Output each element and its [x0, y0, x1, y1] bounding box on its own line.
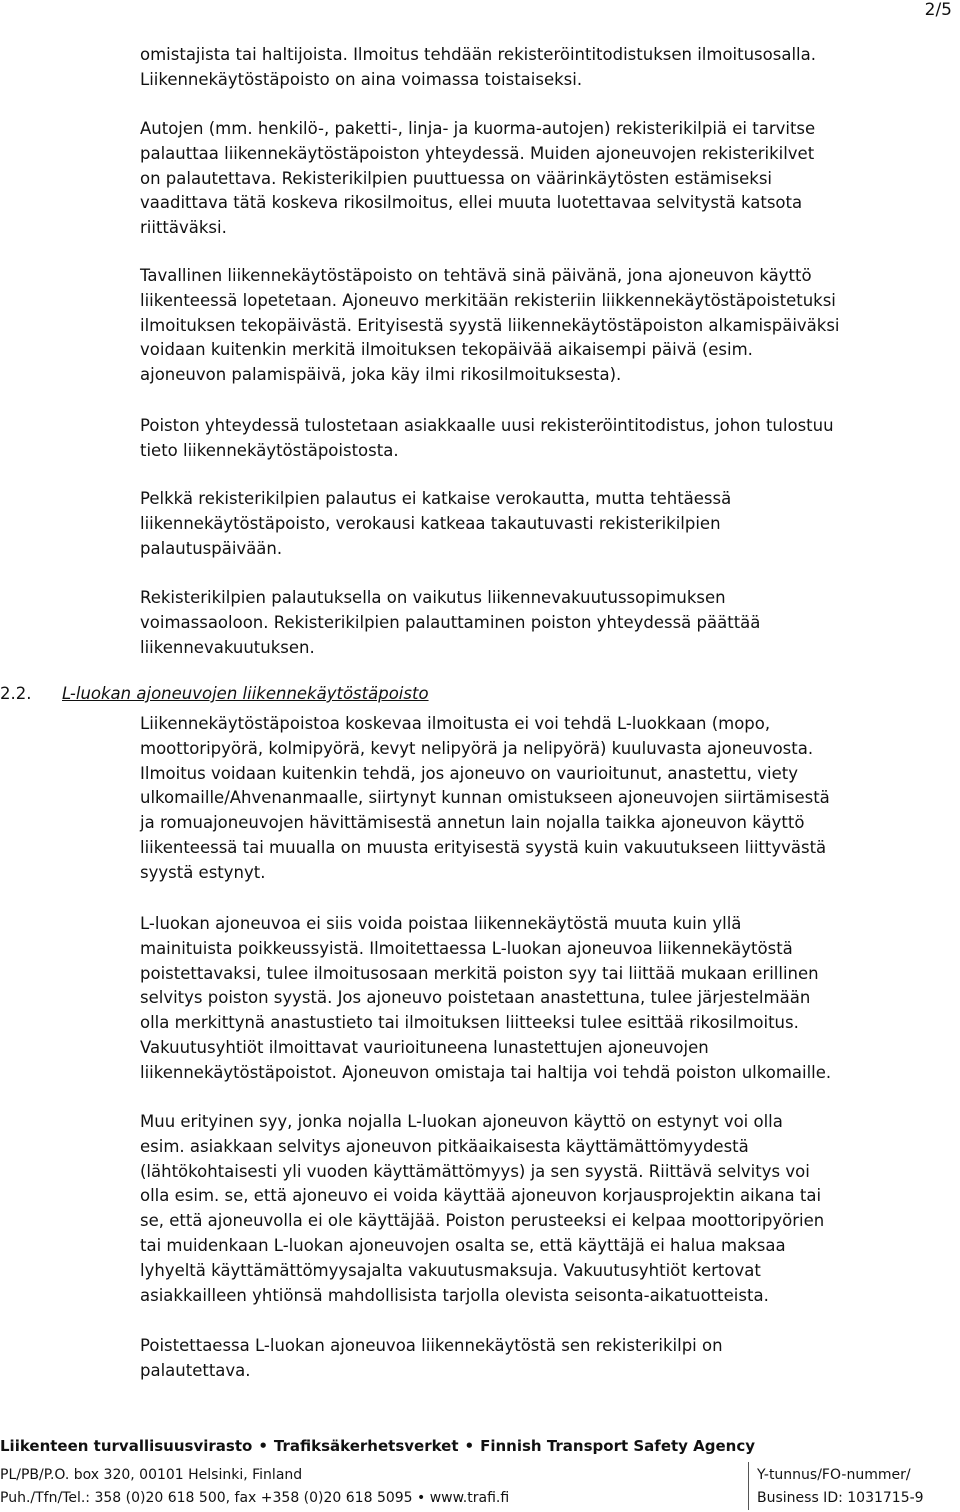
text-line: ilmoituksen tekopäivästä. Erityisestä syystä liikennekäytöstäpoiston alkamispäiväksi: [140, 315, 840, 335]
footer-address: PL/PB/P.O. box 320, 00101 Helsinki, Finland: [0, 1467, 303, 1483]
text-line: omistajista tai haltijoista. Ilmoitus tehdään rekisteröintitodistuksen ilmoitusosalla.: [140, 45, 816, 64]
text-line: mainituista poikkeussyistä. Ilmoitettaessa L-luokan ajoneuvoa liikennekäytöstä: [140, 938, 793, 958]
text-line: olla esim. se, että ajoneuvo ei voida käyttää ajoneuvon korjausprojektin aikana tai: [140, 1186, 822, 1206]
footer-contact: Puh./Tfn/Tel.: 358 (0)20 618 500, fax +358 (0)20 618 5095 • www.trafi.fi: [0, 1490, 510, 1506]
text-line: Liikennekäytöstäpoistoa koskevaa ilmoitusta ei voi tehdä L-luokkaan (mopo,: [140, 714, 771, 733]
text-line: olla merkittynä anastustieto tai ilmoituksen liitteeksi tulee esittää rikosilmoitus.: [140, 1013, 799, 1033]
text-line: voimassaoloon. Rekisterikilpien palauttaminen poiston yhteydessä päättää: [140, 612, 761, 632]
section-paragraph-3: [140, 1110, 824, 1308]
text-line: Poiston yhteydessä tulostetaan asiakkaalle uusi rekisteröintitodistus, johon tulostuu: [140, 416, 834, 435]
paragraph-1: [140, 43, 816, 93]
text-line: se, että ajoneuvolla ei ole käyttäjää. Poiston perusteeksi ei kelpaa moottoripyörien: [140, 1211, 825, 1231]
footer-organization: [0, 1437, 755, 1455]
text-line: Poistettaessa L-luokan ajoneuvoa liikennekäytöstä sen rekisterikilpi on: [140, 1336, 723, 1355]
text-line: (lähtökohtaisesti yli vuoden käyttämättömyys) ja sen syystä. Riittävä selvitys voi: [140, 1161, 810, 1181]
org-name-en: Finnish Transport Safety Agency: [480, 1437, 756, 1455]
paragraph-4: [140, 414, 834, 464]
paragraph-2: [140, 117, 815, 241]
paragraph-6: [140, 586, 760, 660]
footer-divider: [748, 1462, 749, 1510]
section-number: 2.2.: [0, 684, 32, 703]
section-paragraph-2: [140, 912, 831, 1086]
text-line: Muu erityinen syy, jonka nojalla L-luokan ajoneuvon käyttö on estynyt voi olla: [140, 1112, 783, 1131]
text-line: syystä estynyt.: [140, 862, 266, 882]
footer-business-label: Y-tunnus/FO-nummer/: [757, 1467, 911, 1483]
text-line: L-luokan ajoneuvoa ei siis voida poistaa liikennekäytöstä muuta kuin yllä: [140, 914, 742, 933]
text-line: palautuspäivään.: [140, 538, 283, 558]
text-line: voidaan kuitenkin merkitä ilmoituksen tekopäivää aikaisempi päivä (esim.: [140, 340, 753, 360]
text-line: liikenteessä lopetetaan. Ajoneuvo merkitään rekisteriin liikkennekäytöstäpoistetuksi: [140, 290, 836, 310]
text-line: ulkomaille/Ahvenanmaalle, siirtynyt kunnan omistukseen ajoneuvojen siirtämisestä: [140, 788, 830, 808]
text-line: Liikennekäytöstäpoisto on aina voimassa toistaiseksi.: [140, 69, 583, 89]
text-line: Ilmoitus voidaan kuitenkin tehdä, jos ajoneuvo on vaurioitunut, anastettu, viety: [140, 763, 798, 783]
text-line: palauttaa liikennekäytöstäpoiston yhteydessä. Muiden ajoneuvojen rekisterikilvet: [140, 143, 815, 163]
text-line: tai muidenkaan L-luokan ajoneuvojen osalta se, että käyttäjä ei halua maksaa: [140, 1235, 786, 1255]
section-paragraph-4: [140, 1334, 723, 1384]
org-name-fi: Liikenteen turvallisuusvirasto: [0, 1437, 253, 1455]
text-line: Pelkkä rekisterikilpien palautus ei katkaise verokautta, mutta tehtäessä: [140, 489, 732, 508]
text-line: liikennekäytöstäpoisto, verokausi katkeaa takautuvasti rekisterikilpien: [140, 513, 721, 533]
section-title: L-luokan ajoneuvojen liikennekäytöstäpoisto: [62, 684, 429, 703]
text-line: ajoneuvon palamispäivä, joka käy ilmi rikosilmoituksesta).: [140, 365, 622, 385]
text-line: lyhyeltä käyttämättömyysajalta vakuutusmaksuja. Vakuutusyhtiöt kertovat: [140, 1260, 761, 1280]
text-line: esim. asiakkaan selvitys ajoneuvon pitkäaikaisesta käyttämättömyydestä: [140, 1136, 749, 1156]
text-line: selvitys poiston syystä. Jos ajoneuvo poistetaan anastettuna, tulee järjestelmään: [140, 988, 811, 1008]
page-number: 2/5: [924, 0, 952, 20]
text-line: poistettavaksi, tulee ilmoitusosaan merkitä poiston syy tai liittää mukaan erillinen: [140, 963, 819, 983]
text-line: Vakuutusyhtiöt ilmoittavat vaurioituneena lunastettujen ajoneuvojen: [140, 1037, 709, 1057]
text-line: on palautettava. Rekisterikilpien puuttuessa on väärinkäytösten estämiseksi: [140, 168, 772, 188]
org-name-sv: Trafiksäkerhetsverket: [273, 1437, 459, 1455]
text-line: asiakkailleen yhtiönsä mahdollisista tarjolla olevista seisonta-aikatuotteista.: [140, 1285, 769, 1305]
section-heading: [0, 682, 429, 706]
text-line: moottoripyörä, kolmipyörä, kevyt nelipyörä ja nelipyörä) kuuluvasta ajoneuvosta.: [140, 738, 814, 758]
paragraph-5: [140, 487, 731, 561]
text-line: Autojen (mm. henkilö-, paketti-, linja- ja kuorma-autojen) rekisterikilpiä ei tarvitse: [140, 119, 816, 138]
text-line: ja romuajoneuvojen hävittämisestä annetun lain nojalla taikka ajoneuvon käyttö: [140, 813, 805, 833]
text-line: riittäväksi.: [140, 218, 227, 238]
text-line: liikennevakuutuksen.: [140, 637, 315, 657]
text-line: liikennekäytöstäpoistot. Ajoneuvon omistaja tai haltija voi tehdä poiston ulkomaille.: [140, 1062, 832, 1082]
text-line: Rekisterikilpien palautuksella on vaikutus liikennevakuutussopimuksen: [140, 588, 726, 607]
text-line: tieto liikennekäytöstäpoistosta.: [140, 440, 399, 460]
bullet-separator: •: [464, 1437, 475, 1455]
text-line: Tavallinen liikennekäytöstäpoisto on tehtävä sinä päivänä, jona ajoneuvon käyttö: [140, 266, 812, 285]
text-line: vaadittava tätä koskeva rikosilmoitus, ellei muuta luotettavaa selvitystä katsota: [140, 193, 803, 213]
text-line: liikenteessä tai muualla on muusta erityisestä syystä kuin vakuutukseen liittyvästä: [140, 837, 827, 857]
bullet-separator: •: [258, 1437, 268, 1455]
footer-business-id: Business ID: 1031715-9: [757, 1490, 924, 1506]
paragraph-3: [140, 264, 840, 388]
text-line: palautettava.: [140, 1360, 251, 1380]
section-paragraph-1: [140, 712, 830, 886]
